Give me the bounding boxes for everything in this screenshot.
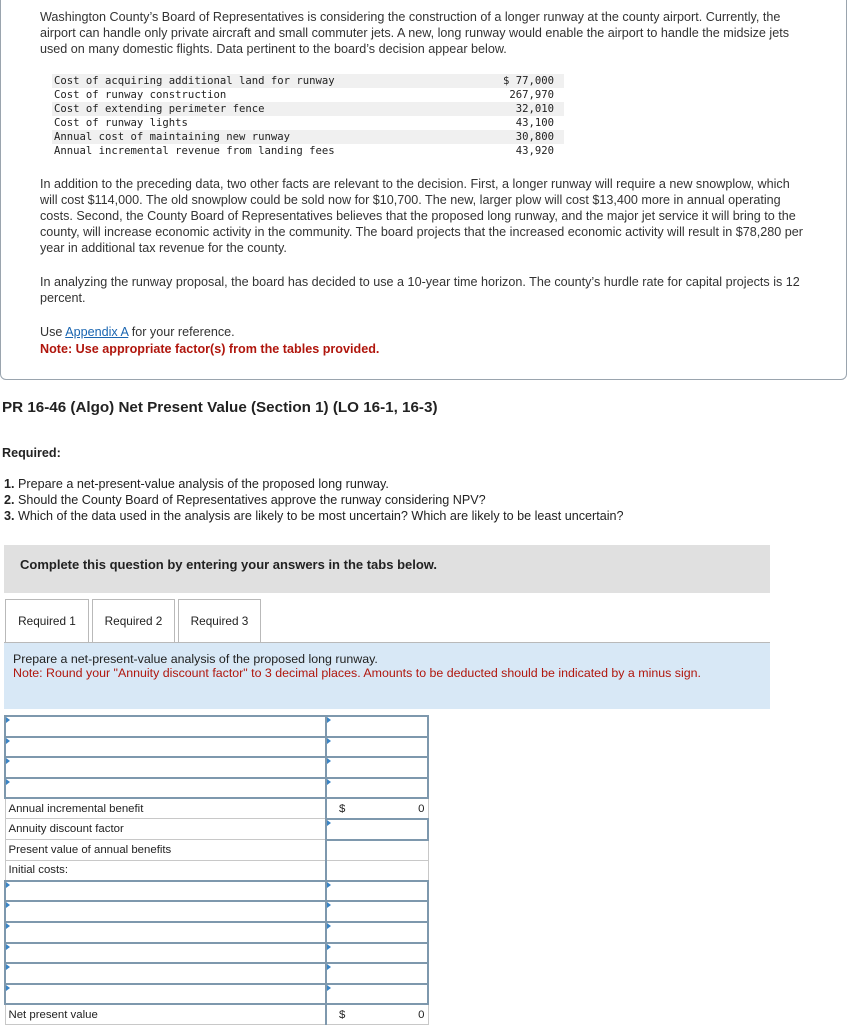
grid-row-11 — [5, 922, 428, 943]
cost-data-amount: 43,100 — [515, 117, 554, 129]
annuity-factor-label: Annuity discount factor — [5, 819, 326, 840]
annual-benefit-amount — [326, 798, 428, 819]
instruction-line: Prepare a net-present-value analysis of the proposed long runway. — [13, 652, 378, 666]
cost-data-row — [52, 116, 564, 130]
cost-label-input-1[interactable] — [5, 881, 326, 902]
cost-label-input-5[interactable] — [5, 963, 326, 984]
cost-data-label: Cost of runway lights — [54, 117, 188, 129]
cost-amount-input-5[interactable] — [326, 963, 428, 984]
cost-data-row — [52, 102, 564, 116]
annual-benefit-label: Annual incremental benefit — [5, 798, 326, 819]
tab-required-2[interactable]: Required 2 — [92, 599, 175, 643]
npv-amount — [326, 1004, 428, 1025]
npv-currency-symbol: $ — [339, 1009, 346, 1022]
time-horizon-paragraph: In analyzing the runway proposal, the board has decided to use a 10-year time horizon. The county’s hurdle rate for capital projects is 12 percent. — [40, 275, 800, 305]
cost-label-input-4[interactable] — [5, 943, 326, 964]
cost-data-label: Cost of acquiring additional land for runway — [52, 74, 471, 88]
cost-data-amount: 30,800 — [471, 130, 564, 144]
grid-row-3 — [5, 757, 428, 778]
additional-facts-paragraph: In addition to the preceding data, two other facts are relevant to the decision. First, a longer runway will require a new snowplow, which will cost $114,000. The old snowplow could be sold now for $10,700. The new, larger plow will cost $13,400 more in annual operating costs. Second, the County Board of Representatives believes that the proposed long runway, and the major jet service it will bring to the county, will increase economic activity in the community. The board projects that the increased economic activity will result in $78,280 per year in additional tax revenue for the county. — [40, 177, 803, 255]
cost-label-input-2[interactable] — [5, 901, 326, 922]
label-input-3[interactable] — [5, 757, 326, 778]
requirement-3: 3. Which of the data used in the analysis are likely to be most uncertain? Which are likely to be least uncertain? — [4, 509, 624, 523]
complete-question-banner: Complete this question by entering your answers in the tabs below. — [4, 545, 770, 593]
grid-row-1 — [5, 716, 428, 737]
cost-data-label: Annual incremental revenue from landing fees — [54, 145, 335, 157]
cost-data-amount: 43,920 — [515, 145, 554, 157]
npv-value: 0 — [418, 1009, 425, 1022]
instructions-panel — [4, 643, 770, 709]
pv-benefits-label: Present value of annual benefits — [5, 840, 326, 861]
annuity-factor-row — [5, 819, 428, 840]
grid-row-13 — [5, 963, 428, 984]
amount-input-3[interactable] — [326, 757, 428, 778]
annual-benefit-row — [5, 798, 428, 819]
tab-required-3[interactable]: Required 3 — [178, 599, 261, 643]
grid-row-14 — [5, 984, 428, 1005]
cost-data-table — [52, 74, 564, 158]
appendix-reference — [40, 324, 810, 340]
annual-benefit-value: 0 — [418, 803, 425, 816]
label-input-2[interactable] — [5, 737, 326, 758]
amount-input-1[interactable] — [326, 716, 428, 737]
grid-row-2 — [5, 737, 428, 758]
amount-input-2[interactable] — [326, 737, 428, 758]
cost-label-input-3[interactable] — [5, 922, 326, 943]
cost-data-amount: $ 77,000 — [471, 74, 564, 88]
label-input-4[interactable] — [5, 778, 326, 799]
cost-data-row — [52, 144, 564, 158]
npv-row — [5, 1004, 428, 1025]
cost-label-input-6[interactable] — [5, 984, 326, 1005]
problem-title: PR 16-46 (Algo) Net Present Value (Section 1) (LO 16-1, 16-3) — [2, 399, 438, 416]
cost-data-amount: 32,010 — [471, 102, 564, 116]
npv-label: Net present value — [5, 1004, 326, 1025]
required-heading: Required: — [2, 446, 61, 460]
cost-data-row — [52, 74, 564, 88]
grid-row-4 — [5, 778, 428, 799]
npv-analysis-grid — [4, 715, 429, 1025]
pv-benefits-amount — [326, 840, 428, 861]
cost-amount-input-6[interactable] — [326, 984, 428, 1005]
intro-paragraph: Washington County’s Board of Representatives is considering the construction of a longer runway at the county airport. Currently, the airport can handle only private aircraft and small commuter jets. A new, long runway would enable the airport to handle the midsize jets used on many domestic flights. Data pertinent to the board’s decision appear below. — [40, 10, 790, 56]
grid-row-9 — [5, 881, 428, 902]
initial-costs-row — [5, 860, 428, 881]
cost-amount-input-1[interactable] — [326, 881, 428, 902]
cost-data-row — [52, 88, 564, 102]
cost-amount-input-4[interactable] — [326, 943, 428, 964]
cost-data-amount: 267,970 — [509, 89, 554, 101]
factor-note: Note: Use appropriate factor(s) from the tables provided. — [40, 342, 380, 356]
use-prefix: Use — [40, 325, 66, 339]
cost-data-label: Cost of runway construction — [54, 89, 227, 101]
tab-required-1[interactable]: Required 1 — [5, 599, 89, 643]
rounding-note: Note: Round your "Annuity discount factor" to 3 decimal places. Amounts to be deducted should be indicated by a minus sign. — [13, 666, 701, 680]
requirements-list — [4, 476, 624, 524]
initial-costs-amount — [326, 860, 428, 881]
requirement-1: 1. Prepare a net-present-value analysis of the proposed long runway. — [4, 477, 389, 491]
initial-costs-label: Initial costs: — [5, 860, 326, 881]
amount-input-4[interactable] — [326, 778, 428, 799]
label-input-1[interactable] — [5, 716, 326, 737]
annuity-factor-input[interactable] — [326, 819, 428, 840]
grid-row-10 — [5, 901, 428, 922]
pv-benefits-row — [5, 840, 428, 861]
cost-amount-input-2[interactable] — [326, 901, 428, 922]
cost-data-row — [52, 130, 564, 144]
requirement-2: 2. Should the County Board of Representatives approve the runway considering NPV? — [4, 493, 486, 507]
appendix-a-link[interactable]: Appendix A — [65, 325, 129, 339]
cost-amount-input-3[interactable] — [326, 922, 428, 943]
cost-data-label: Cost of extending perimeter fence — [52, 102, 471, 116]
cost-data-label: Annual cost of maintaining new runway — [52, 130, 471, 144]
grid-row-12 — [5, 943, 428, 964]
currency-symbol: $ — [339, 803, 346, 816]
use-suffix: for your reference. — [128, 325, 235, 339]
